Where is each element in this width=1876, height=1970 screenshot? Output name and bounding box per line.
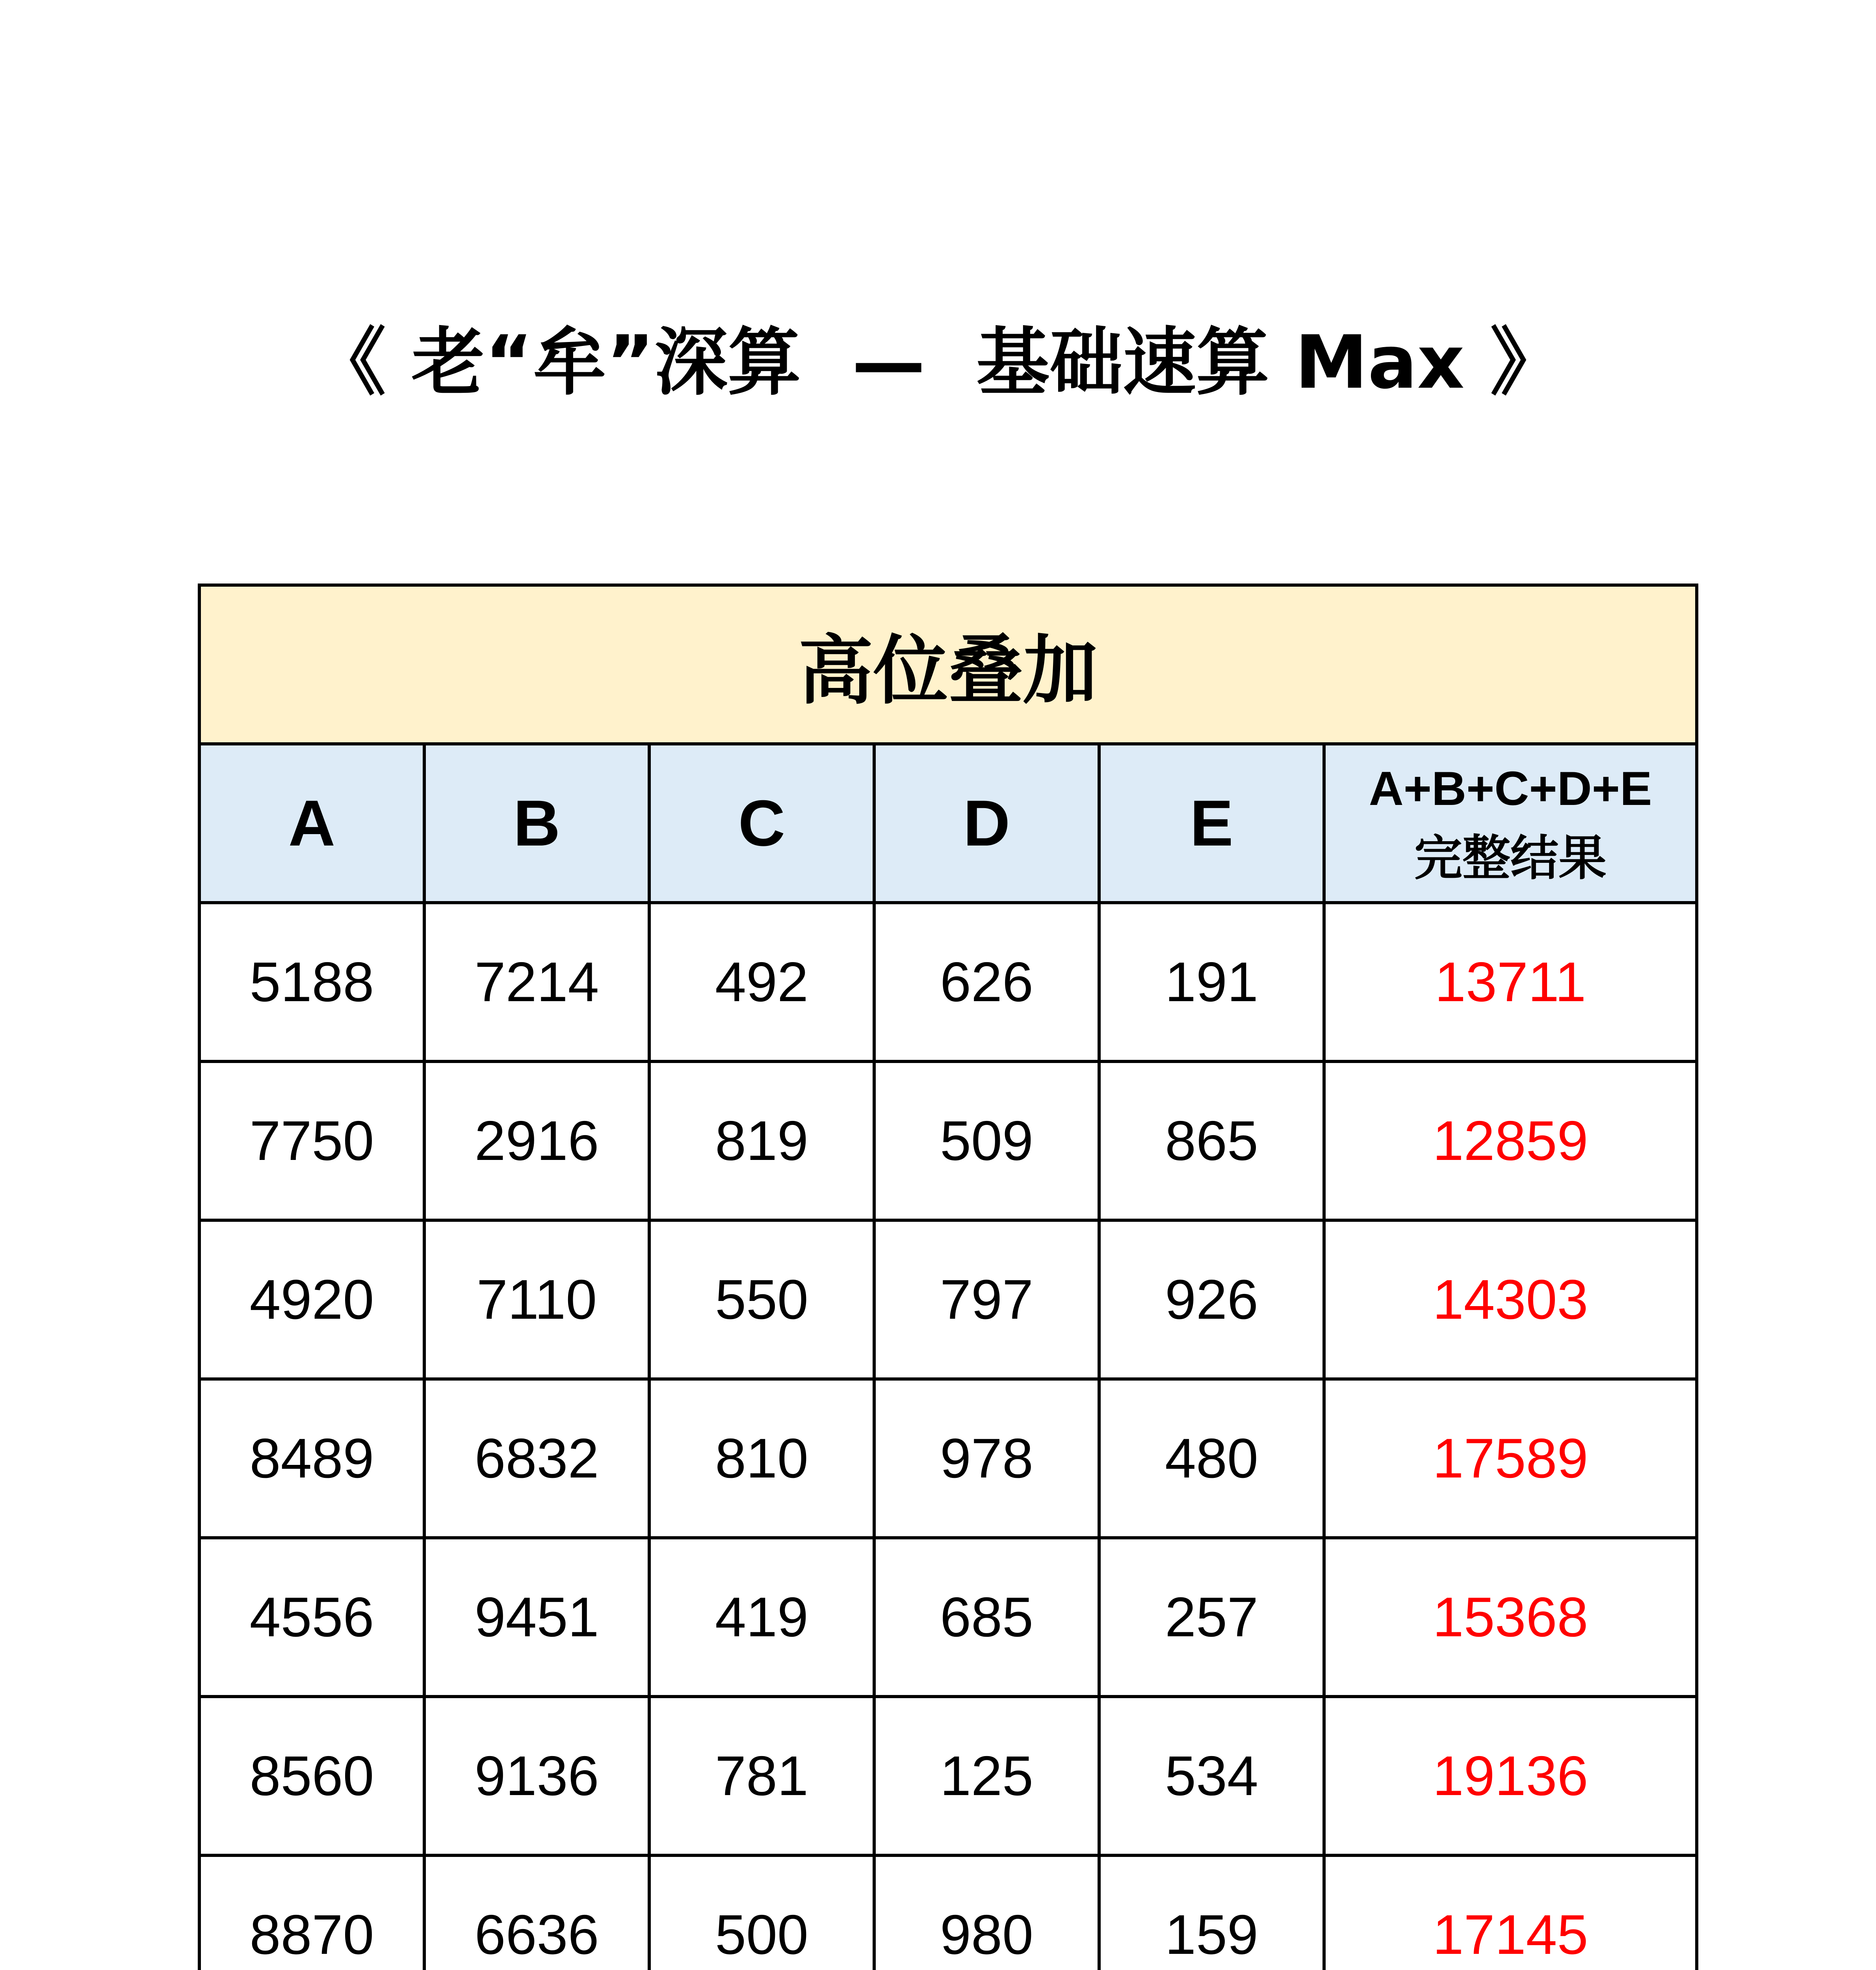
cell-a: 8560 xyxy=(199,1697,424,1855)
cell-d: 978 xyxy=(874,1379,1099,1538)
cell-result: 17145 xyxy=(1324,1855,1697,1970)
cell-result: 19136 xyxy=(1324,1697,1697,1855)
column-header-result xyxy=(1324,744,1697,903)
cell-d: 980 xyxy=(874,1855,1099,1970)
column-header-a: A xyxy=(199,744,424,903)
page-title: 《 老“牟”深算 — 基础速算 Max 》 xyxy=(312,320,1564,405)
cell-c: 550 xyxy=(649,1220,874,1379)
column-header-d: D xyxy=(874,744,1099,903)
cell-b: 6832 xyxy=(424,1379,649,1538)
cell-e: 191 xyxy=(1099,903,1324,1061)
cell-result: 13711 xyxy=(1324,903,1697,1061)
cell-b: 9136 xyxy=(424,1697,649,1855)
cell-c: 500 xyxy=(649,1855,874,1970)
table-row xyxy=(199,1855,1697,1970)
table-caption: 高位叠加 xyxy=(199,585,1697,744)
cell-d: 797 xyxy=(874,1220,1099,1379)
cell-c: 492 xyxy=(649,903,874,1061)
table-row xyxy=(199,1220,1697,1379)
table-row xyxy=(199,1061,1697,1220)
cell-b: 9451 xyxy=(424,1538,649,1697)
cell-e: 480 xyxy=(1099,1379,1324,1538)
cell-e: 865 xyxy=(1099,1061,1324,1220)
cell-a: 8489 xyxy=(199,1379,424,1538)
column-header-e: E xyxy=(1099,744,1324,903)
cell-d: 685 xyxy=(874,1538,1099,1697)
column-header-c: C xyxy=(649,744,874,903)
cell-result: 14303 xyxy=(1324,1220,1697,1379)
cell-c: 810 xyxy=(649,1379,874,1538)
worksheet-table xyxy=(198,584,1698,1970)
cell-e: 926 xyxy=(1099,1220,1324,1379)
cell-c: 419 xyxy=(649,1538,874,1697)
cell-d: 509 xyxy=(874,1061,1099,1220)
result-header-label: 完整结果 xyxy=(1414,831,1607,885)
cell-e: 257 xyxy=(1099,1538,1324,1697)
cell-b: 7214 xyxy=(424,903,649,1061)
cell-a: 8870 xyxy=(199,1855,424,1970)
cell-a: 7750 xyxy=(199,1061,424,1220)
cell-c: 781 xyxy=(649,1697,874,1855)
cell-c: 819 xyxy=(649,1061,874,1220)
cell-a: 5188 xyxy=(199,903,424,1061)
column-header-b: B xyxy=(424,744,649,903)
cell-e: 534 xyxy=(1099,1697,1324,1855)
table-row xyxy=(199,1379,1697,1538)
cell-d: 626 xyxy=(874,903,1099,1061)
cell-b: 2916 xyxy=(424,1061,649,1220)
cell-result: 12859 xyxy=(1324,1061,1697,1220)
cell-a: 4920 xyxy=(199,1220,424,1379)
result-header-formula: A+B+C+D+E xyxy=(1369,761,1652,815)
header-row xyxy=(199,744,1697,903)
table-row xyxy=(199,1538,1697,1697)
table-row xyxy=(199,903,1697,1061)
cell-b: 7110 xyxy=(424,1220,649,1379)
cell-d: 125 xyxy=(874,1697,1099,1855)
caption-row xyxy=(199,585,1697,744)
cell-e: 159 xyxy=(1099,1855,1324,1970)
table-row xyxy=(199,1697,1697,1855)
cell-b: 6636 xyxy=(424,1855,649,1970)
cell-result: 17589 xyxy=(1324,1379,1697,1538)
cell-a: 4556 xyxy=(199,1538,424,1697)
cell-result: 15368 xyxy=(1324,1538,1697,1697)
